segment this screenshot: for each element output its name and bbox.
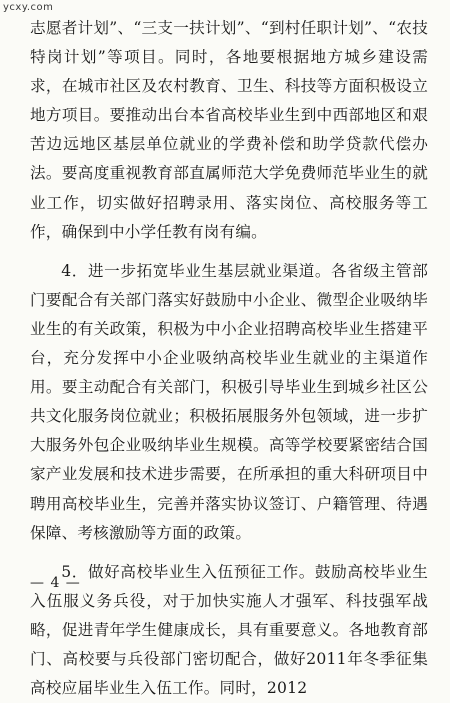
page-number: — 4 — <box>30 575 81 591</box>
paragraph-item-4: 4．进一步拓宽毕业生基层就业渠道。各省级主管部门要配合有关部门落实好鼓励中小企业、微型企业吸纳毕业生的有关政策，积极为中小企业招聘高校毕业生搭建平台，充分发挥中小企业吸纳高校毕业生就业的主渠道作用。要主动配合有关部门，积极引导毕业生到城乡社区公共文化服务岗位就业；积极拓展服务外包领域，进一步扩大服务外包企业吸纳毕业生规模。高等学校要紧密结合国家产业发展和技术进步需要，在所承担的重大科研项目中聘用高校毕业生，完善并落实协议签订、户籍管理、待遇保障、考核激励等方面的政策。 <box>30 261 428 542</box>
paragraph-continuation: 志愿者计划”、“三支一扶计划”、“到村任职计划”、“农技特岗计划”等项目。同时，各地要根据地方城乡建设需求，在城市社区及农村教育、卫生、科技等方面积极设立地方项目。要推动出台本省高校毕业生到中西部地区和艰苦边远地区基层单位就业的学费补偿和助学贷款代偿办法。要高度重视教育部直属师范大学免费师范毕业生的就业工作，切实做好招聘录用、落实岗位、高校服务等工作，确保到中小学任教有岗有编。 <box>30 19 428 241</box>
watermark: ycxy.com <box>3 2 54 13</box>
paragraph-item-5: 5．做好高校毕业生入伍预征工作。鼓励高校毕业生入伍服义务兵役，对于加快实施人才强军、科技强军战略，促进青年学生健康成长，具有重要意义。各地教育部门、高校要与兵役部门密切配合，做好2011年冬季征集高校应届毕业生入伍工作。同时，2012 <box>30 562 428 698</box>
